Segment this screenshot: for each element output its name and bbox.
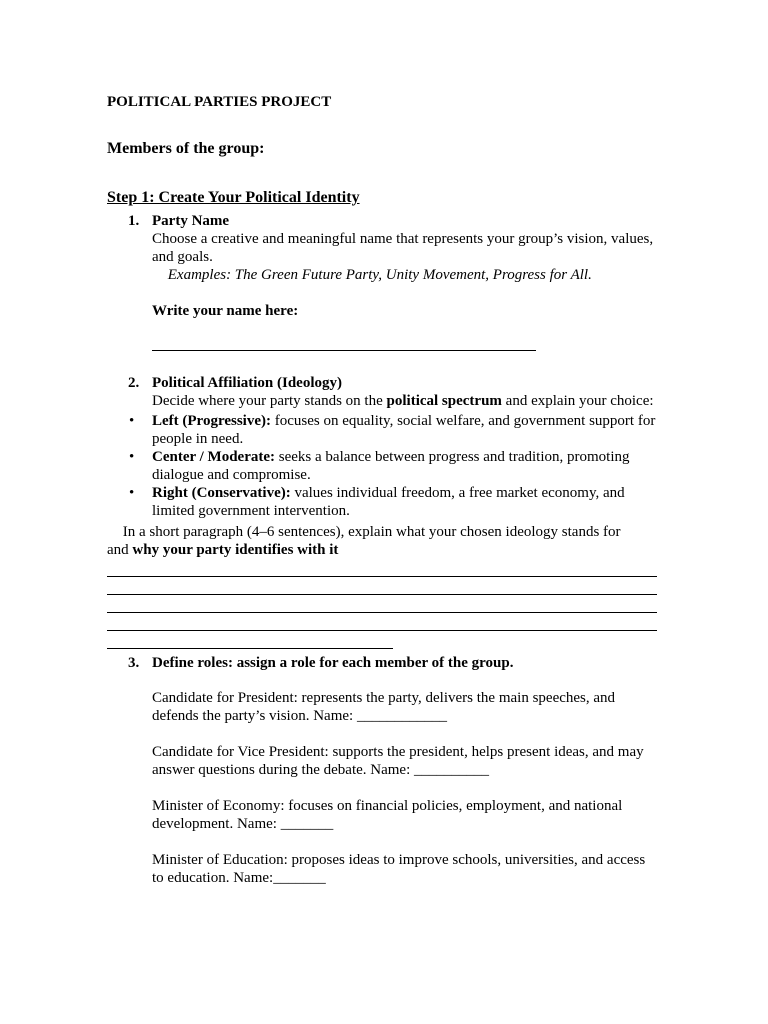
- item2-intro: Decide where your party stands on the political spectrum and explain your choice:: [152, 393, 654, 409]
- document-title: POLITICAL PARTIES PROJECT: [107, 94, 332, 110]
- item3-heading: Define roles: assign a role for each member of the group.: [152, 655, 514, 671]
- name-blank[interactable]: _______: [280, 816, 334, 832]
- answer-line[interactable]: [107, 594, 657, 595]
- answer-line[interactable]: [107, 630, 657, 631]
- bullet-center: Center / Moderate: seeks a balance between progress and tradition, promoting dialogue and compromise.: [152, 449, 630, 483]
- name-blank[interactable]: __________: [414, 762, 490, 778]
- item1-number: 1.: [128, 213, 140, 229]
- item1-examples: Examples: The Green Future Party, Unity Movement, Progress for All.: [167, 267, 592, 283]
- bullet-left: Left (Progressive): focuses on equality, social welfare, and government support for people in need.: [152, 413, 656, 447]
- role-vice-president: Candidate for Vice President: supports the president, helps present ideas, and may answer questions during the debate. Name: __________: [152, 744, 644, 778]
- role-president: Candidate for President: represents the party, delivers the main speeches, and defends the party’s vision. Name: ____________: [152, 690, 616, 724]
- answer-line[interactable]: [107, 648, 393, 649]
- item1-examples-line: [152, 266, 672, 284]
- name-blank[interactable]: _______: [273, 870, 326, 886]
- answer-line[interactable]: [107, 612, 657, 613]
- write-name-prompt: Write your name here:: [152, 303, 299, 319]
- bullet-symbol: •: [129, 413, 135, 429]
- item2-number: 2.: [128, 375, 140, 391]
- item2-heading: Political Affiliation (Ideology): [152, 375, 342, 391]
- party-name-blank[interactable]: [152, 350, 536, 351]
- answer-line[interactable]: [107, 576, 657, 577]
- name-blank[interactable]: ____________: [356, 708, 447, 724]
- ideology-paragraph-prompt: In a short paragraph (4–6 sentences), explain what your chosen ideology stands for and why your party identifies with it: [107, 524, 621, 558]
- bullet-symbol: •: [129, 485, 135, 501]
- members-heading: Members of the group:: [107, 140, 265, 157]
- step1-heading: Step 1: Create Your Political Identity: [107, 189, 360, 206]
- bullet-right: Right (Conservative): values individual freedom, a free market economy, and limited government intervention.: [152, 485, 625, 519]
- bullet-symbol: •: [129, 449, 135, 465]
- role-economy-minister: Minister of Economy: focuses on financial policies, employment, and national development. Name: _______: [152, 798, 623, 832]
- item3-number: 3.: [128, 655, 140, 671]
- role-education-minister: Minister of Education: proposes ideas to improve schools, universities, and access to education. Name:_______: [152, 852, 646, 886]
- item1-heading: Party Name: [152, 213, 230, 229]
- item1-description: Choose a creative and meaningful name that represents your group’s vision, values, and goals.: [152, 231, 654, 265]
